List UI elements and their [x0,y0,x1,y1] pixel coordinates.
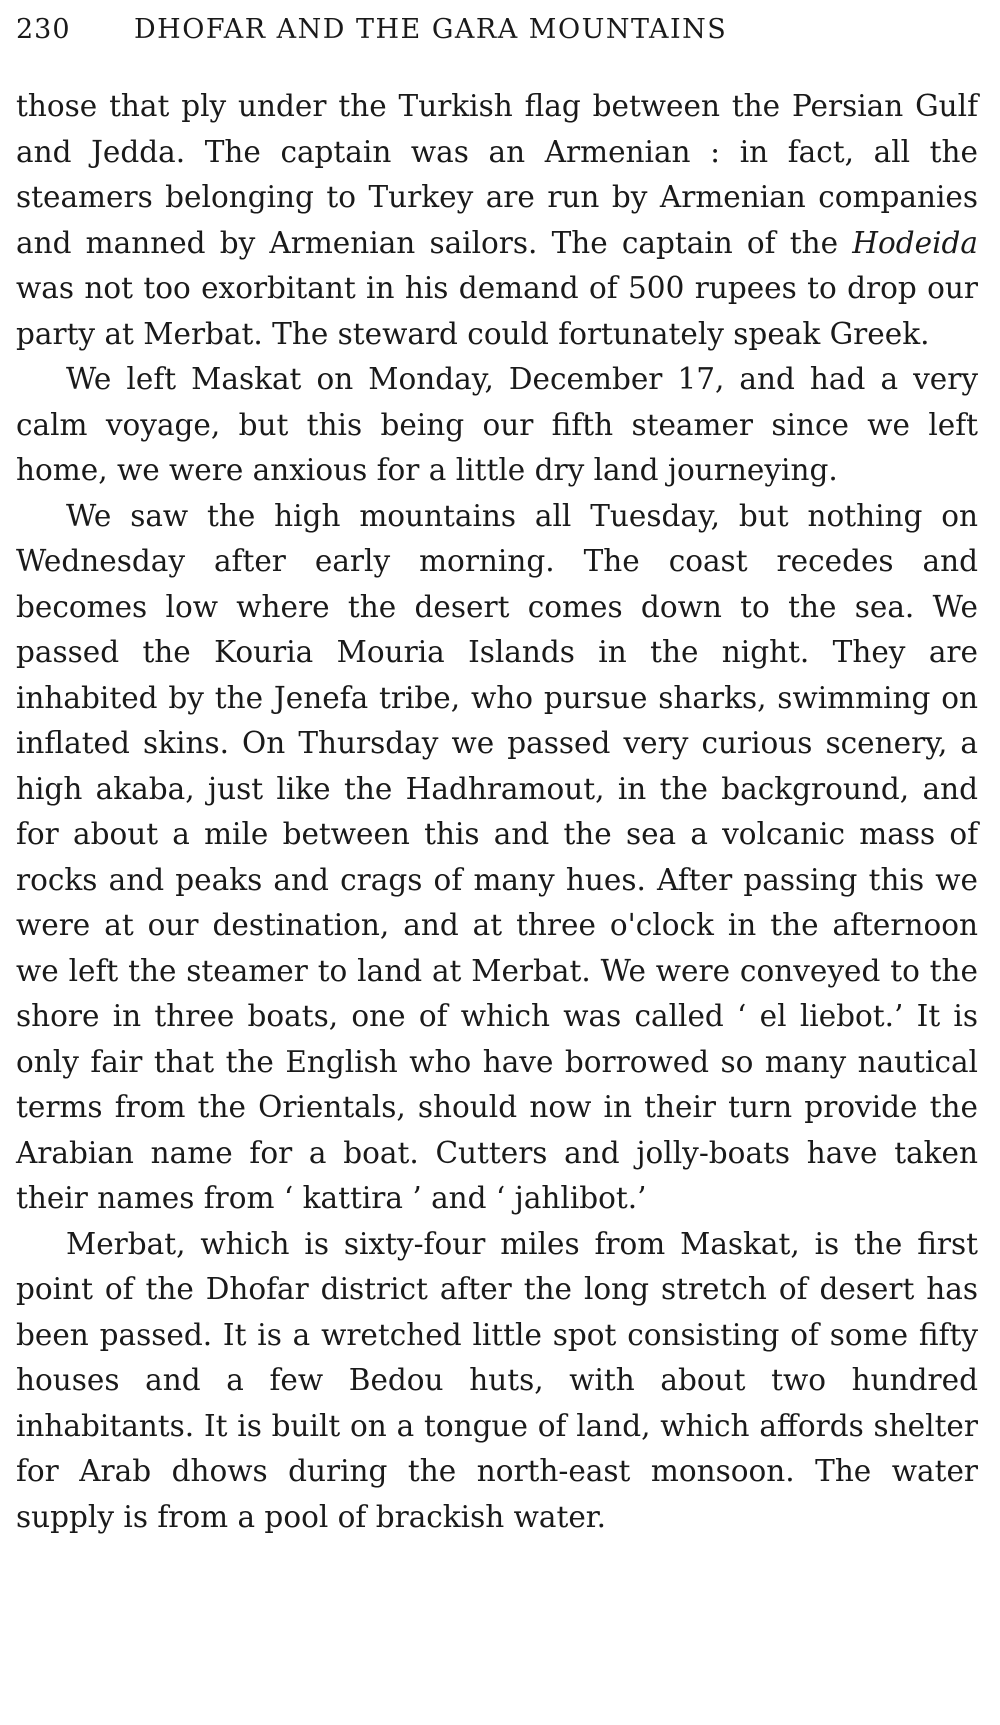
page-number: 230 [16,14,71,45]
paragraph-coast: We saw the high mountains all Tuesday, but nothing on Wednesday after early morning. The coast recedes and becomes low where the desert comes down to the sea. We passed the Kouria Mouria Islands in the night. They are inhabited by the Jenefa tribe, who pursue sharks, swimming on inflated skins. On Thursday we passed very curious scenery, a high akaba, just like the Hadhramout, in the background, and for about a mile between this and the sea a volcanic mass of rocks and peaks and crags of many hues. After passing this we were at our destination, and at three o'clock in the afternoon we left the steamer to land at Merbat. We were conveyed to the shore in three boats, one of which was called ‘ el liebot.’ It is only fair that the English who have borrowed so many nautical terms from the Orientals, should now in their turn provide the Arabian name for a boat. Cutters and jolly-boats have taken their names from ‘ kattira ’ and ‘ jahlibot.’ [16,498,978,1215]
book-page [16,14,978,1540]
paragraph-continuation [16,84,978,357]
paragraph-text-before: those that ply under the Turkish flag between the Persian Gulf and Jedda. The captain was an Armenian : in fact, all the steamers belonging to Turkey are run by Armenian companies and manned by Armenian sailors. The captain of the [16,89,978,260]
ship-name: Hodeida [852,225,978,260]
running-head [16,14,978,54]
paragraph-text-after: was not too exorbitant in his demand of 500 rupees to drop our party at Merbat. The steward could fortunately speak Greek. [16,271,978,351]
paragraph-merbat: Merbat, which is sixty-four miles from Maskat, is the first point of the Dhofar district after the long stretch of desert has been passed. It is a wretched little spot consisting of some fifty houses and a few Bedou huts, with about two hundred inhabitants. It is built on a tongue of land, which affords shelter for Arab dhows during the north-east monsoon. The water supply is from a pool of brackish water. [16,1226,978,1534]
paragraph-voyage: We left Maskat on Monday, December 17, and had a very calm voyage, but this being our fifth steamer since we left home, we were anxious for a little dry land journeying. [16,362,978,487]
running-title: DHOFAR AND THE GARA MOUNTAINS [134,14,728,45]
